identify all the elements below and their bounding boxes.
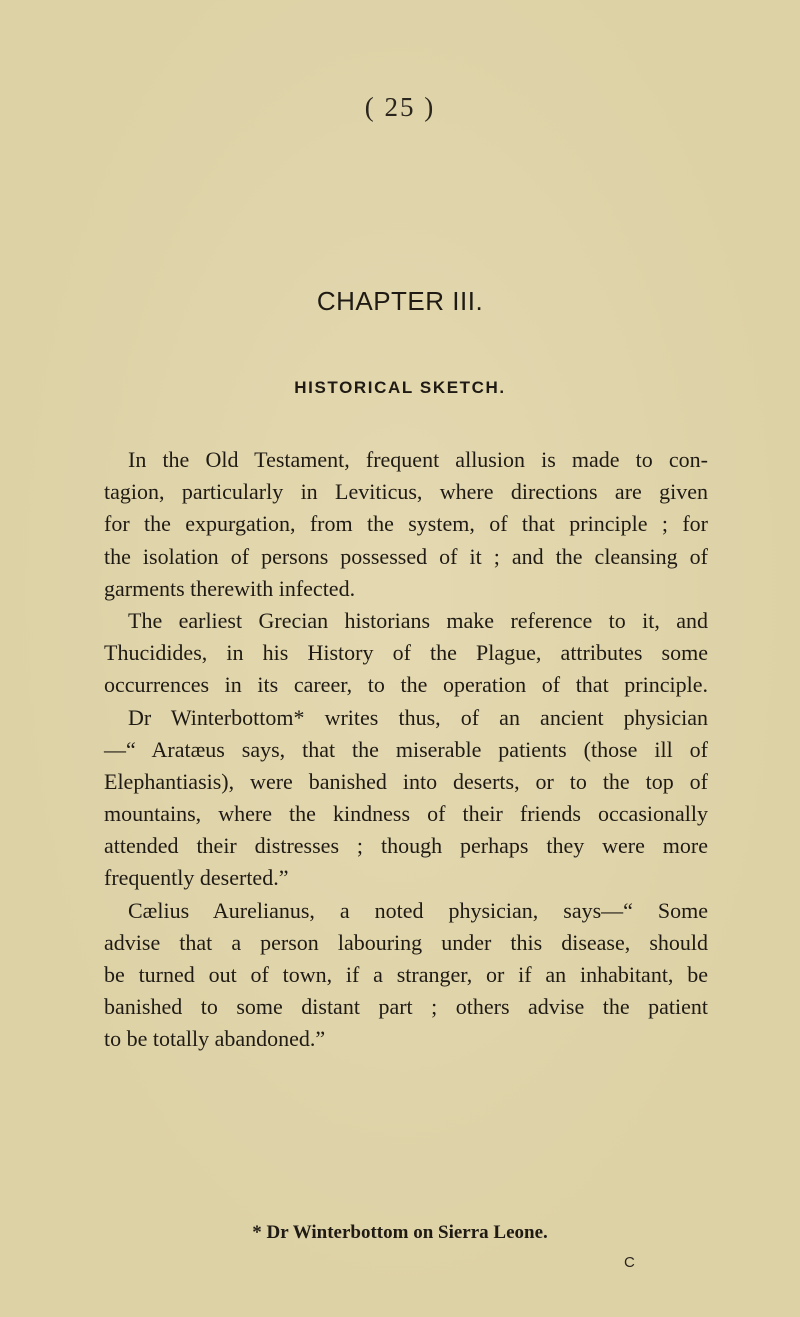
text-line: advise that a person labouring under this disease, should [104,929,708,955]
text-line: The earliest Grecian historians make reference to it, and [128,607,708,633]
text-line: Thucidides, in his History of the Plague, attributes some [104,640,708,666]
signature-mark: C [624,1254,635,1271]
text-line: In the Old Testament, frequent allusion is made to con- [128,447,708,472]
text-line: —“ Aratæus says, that the miserable patients (those ill of [104,736,708,762]
text-line: be turned out of town, if a stranger, or if an inhabitant, be [104,962,708,987]
text-line: for the expurgation, from the system, of that principle ; for [104,511,708,537]
text-line: occurrences in its career, to the operation of that principle. [104,672,708,698]
text-line: Dr Winterbottom* writes thus, of an ancient physician [128,704,708,730]
text-line: frequently deserted.” [104,865,289,891]
text-line: attended their distresses ; though perhaps they were more [104,833,708,859]
text-line: garments therewith infected. [104,575,356,601]
text-line: Elephantiasis), were banished into deserts, or to the top of [104,768,708,794]
text-line: Cælius Aurelianus, a noted physician, says—“ Some [128,897,708,923]
text-line: tagion, particularly in Leviticus, where directions are given [104,479,708,505]
chapter-title: CHAPTER III. [316,286,484,316]
body-text [104,444,708,1056]
text-line: banished to some distant part ; others advise the patient [104,994,708,1020]
text-line: to be totally abandoned.” [104,1026,326,1052]
text-line: the isolation of persons possessed of it ; and the cleansing of [104,543,708,569]
footnote: * Dr Winterbottom on Sierra Leone. [252,1222,548,1243]
text-line: mountains, where the kindness of their friends occasionally [104,801,708,827]
page-number: ( 25 ) [364,92,436,122]
section-title: HISTORICAL SKETCH. [294,378,506,397]
